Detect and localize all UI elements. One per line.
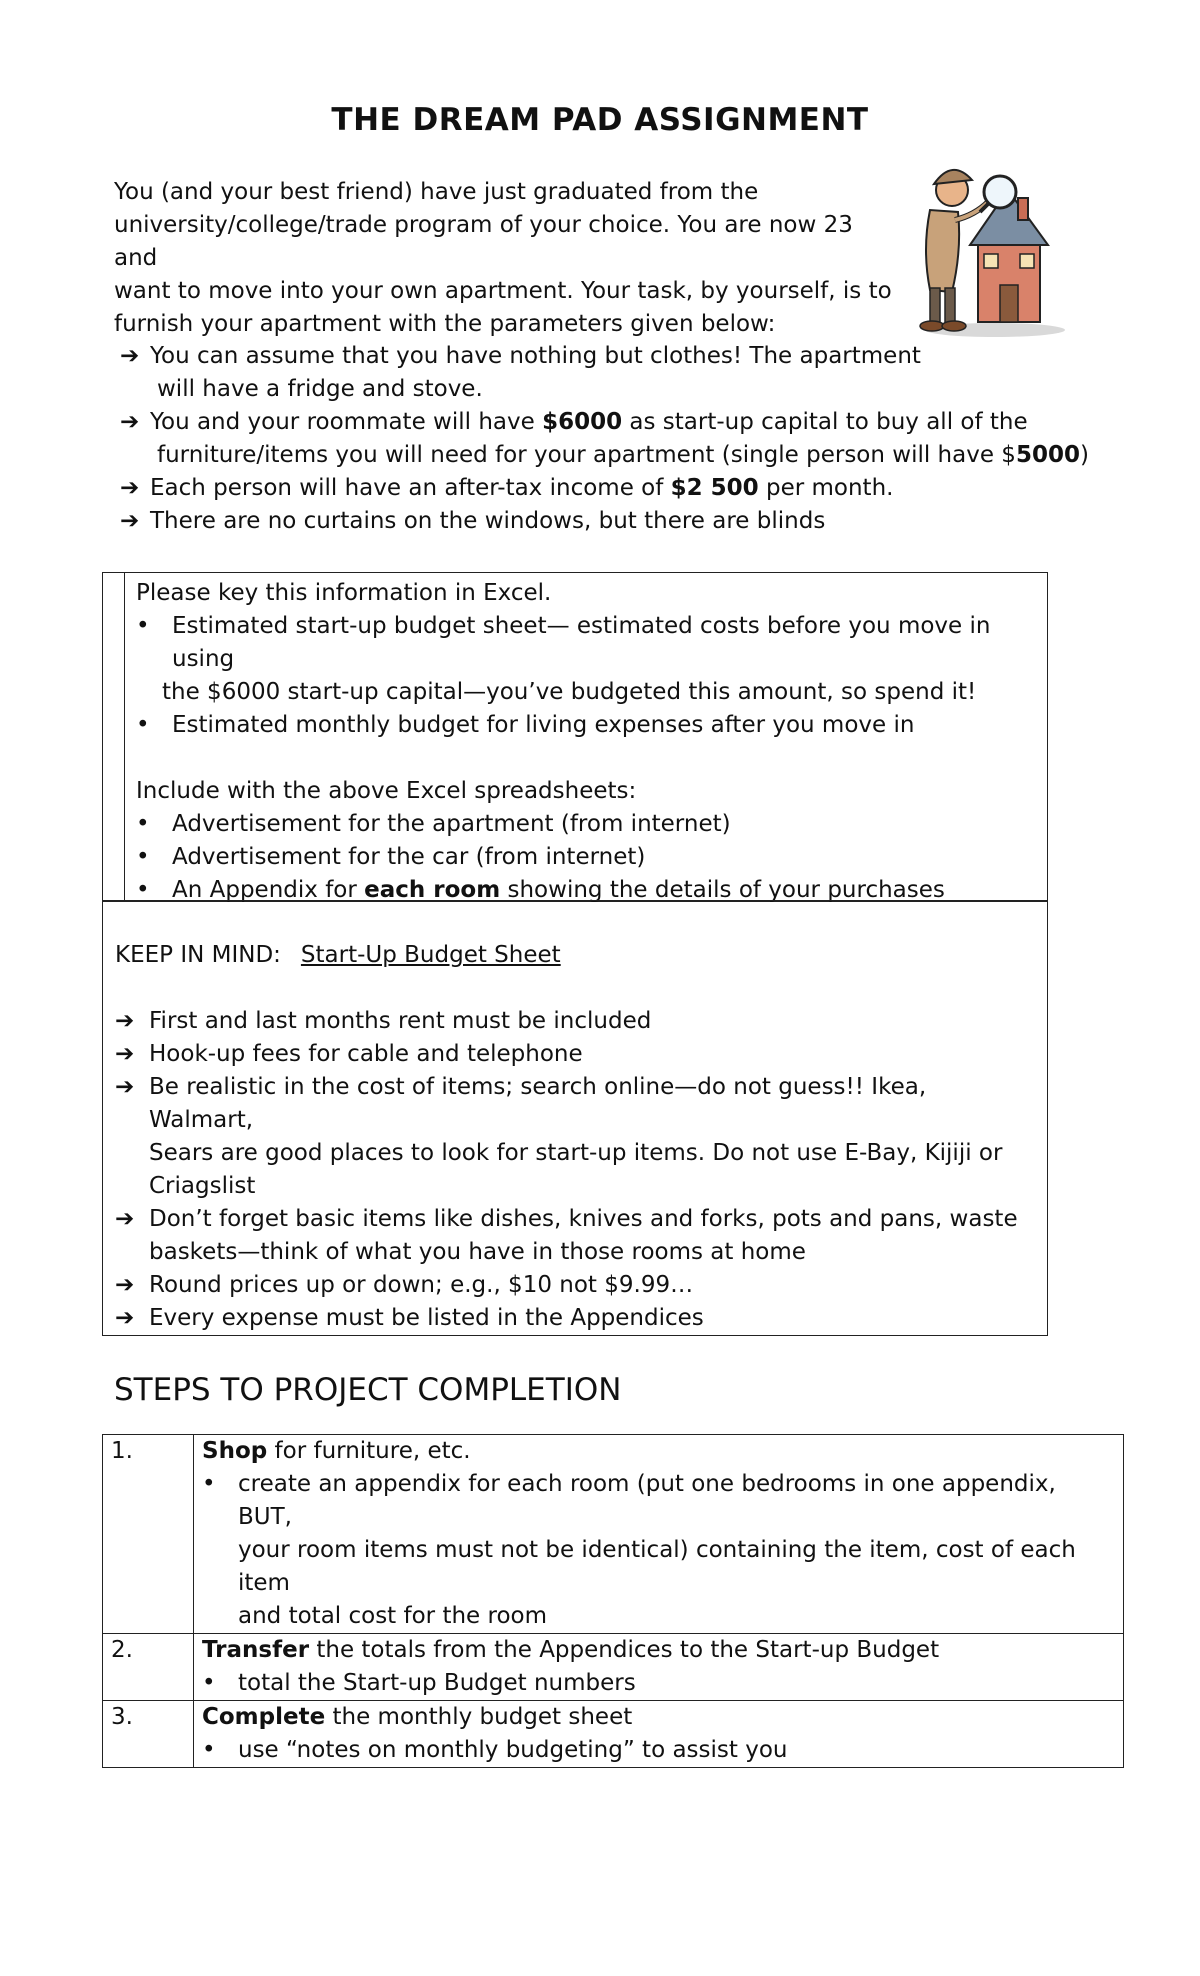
keep-in-mind-box bbox=[102, 900, 1048, 1336]
item-text: use “notes on monthly budgeting” to assist you bbox=[238, 1737, 788, 1763]
bullet-icon: • bbox=[202, 1737, 216, 1763]
step-verb: Complete bbox=[202, 1704, 326, 1730]
step-text: for furniture, etc. bbox=[267, 1438, 471, 1464]
bullet-icon: • bbox=[136, 877, 150, 903]
page-title: THE DREAM PAD ASSIGNMENT bbox=[331, 102, 869, 138]
step-content bbox=[194, 1435, 1124, 1634]
item-text: and total cost for the room bbox=[238, 1603, 548, 1629]
detective-inspecting-house-icon bbox=[900, 150, 1070, 340]
table-row bbox=[103, 1701, 1124, 1768]
list-item bbox=[115, 1203, 1035, 1269]
parameter-text: There are no curtains on the windows, but there are blinds bbox=[150, 508, 826, 534]
item-text: Sears are good places to look for start-up items. Do not use E-Bay, Kijiji or bbox=[149, 1140, 1003, 1166]
list-item bbox=[202, 1734, 1115, 1767]
step-verb: Transfer bbox=[202, 1637, 310, 1663]
parameter-text: as start-up capital to buy all of the bbox=[622, 409, 1028, 435]
parameter-text: Each person will have an after-tax income of bbox=[150, 475, 671, 501]
parameters-list bbox=[120, 340, 1100, 538]
item-text: Round prices up or down; e.g., $10 not $9.99… bbox=[149, 1272, 694, 1298]
list-item bbox=[115, 1269, 1035, 1302]
excel-instructions-box bbox=[102, 572, 1048, 902]
item-text: Estimated monthly budget for living expenses after you move in bbox=[172, 712, 915, 738]
table-row bbox=[103, 1634, 1124, 1701]
keep-in-mind-heading bbox=[115, 939, 1035, 972]
list-item bbox=[136, 841, 1036, 874]
arrow-icon: ➔ bbox=[120, 343, 140, 369]
arrow-icon: ➔ bbox=[120, 508, 140, 534]
arrow-icon: ➔ bbox=[115, 1206, 135, 1232]
list-item bbox=[115, 1302, 1035, 1335]
item-text: the $6000 start-up capital—you’ve budgeted this amount, so spend it! bbox=[162, 679, 977, 705]
list-item bbox=[115, 1038, 1035, 1071]
excel-items-list bbox=[136, 610, 1036, 742]
bullet-icon: • bbox=[202, 1471, 216, 1497]
arrow-icon: ➔ bbox=[115, 1008, 135, 1034]
income-amount: $2 500 bbox=[670, 475, 759, 501]
arrow-icon: ➔ bbox=[120, 409, 140, 435]
item-text: First and last months rent must be included bbox=[149, 1008, 652, 1034]
parameter-text: per month. bbox=[758, 475, 894, 501]
list-item bbox=[136, 610, 1036, 709]
item-emphasis: each room bbox=[364, 877, 501, 903]
item-text: Don’t forget basic items like dishes, knives and forks, pots and pans, waste bbox=[149, 1206, 1018, 1232]
list-item bbox=[120, 406, 1100, 472]
intro-line: university/college/trade program of your choice. You are now 23 and bbox=[114, 212, 853, 271]
arrow-icon: ➔ bbox=[115, 1305, 135, 1331]
steps-heading: STEPS TO PROJECT COMPLETION bbox=[114, 1372, 622, 1408]
arrow-icon: ➔ bbox=[120, 475, 140, 501]
list-item bbox=[202, 1667, 1115, 1700]
keep-in-mind-list bbox=[115, 1005, 1035, 1335]
bullet-icon: • bbox=[136, 613, 150, 639]
include-heading: Include with the above Excel spreadsheets: bbox=[136, 778, 637, 804]
excel-heading: Please key this information in Excel. bbox=[136, 580, 552, 606]
item-text: total the Start-up Budget numbers bbox=[238, 1670, 636, 1696]
item-text: your room items must not be identical) containing the item, cost of each item bbox=[238, 1537, 1076, 1596]
item-text: An Appendix for bbox=[172, 877, 365, 903]
steps-table bbox=[102, 1434, 1124, 1768]
step-content bbox=[194, 1701, 1124, 1768]
list-item bbox=[202, 1468, 1115, 1633]
arrow-icon: ➔ bbox=[115, 1272, 135, 1298]
list-item bbox=[136, 709, 1036, 742]
parameter-text: ) bbox=[1079, 442, 1089, 468]
bullet-icon: • bbox=[136, 844, 150, 870]
table-row bbox=[103, 1435, 1124, 1634]
item-text: showing the details of your purchases bbox=[500, 877, 945, 903]
item-text: Estimated start-up budget sheet— estimated costs before you move in using bbox=[172, 613, 991, 672]
item-text: Every expense must be listed in the Appendices bbox=[149, 1305, 704, 1331]
intro-line: furnish your apartment with the parameters given below: bbox=[114, 311, 776, 337]
list-item bbox=[136, 808, 1036, 841]
list-item bbox=[115, 1071, 1035, 1203]
parameter-text: will have a fridge and stove. bbox=[157, 376, 483, 402]
step-text: the totals from the Appendices to the Start-up Budget bbox=[309, 1637, 940, 1663]
list-item bbox=[120, 340, 1100, 406]
item-text: Hook-up fees for cable and telephone bbox=[149, 1041, 583, 1067]
intro-paragraph bbox=[114, 176, 894, 341]
item-text: Be realistic in the cost of items; search online—do not guess!! Ikea, Walmart, bbox=[149, 1074, 927, 1133]
item-text: baskets—think of what you have in those rooms at home bbox=[149, 1239, 806, 1265]
step-number: 1. bbox=[103, 1435, 194, 1634]
intro-line: You (and your best friend) have just graduated from the bbox=[114, 179, 759, 205]
list-item bbox=[120, 472, 1100, 505]
bullet-icon: • bbox=[202, 1670, 216, 1696]
parameter-text: You can assume that you have nothing but clothes! The apartment bbox=[150, 343, 921, 369]
list-item bbox=[115, 1005, 1035, 1038]
item-text: Advertisement for the apartment (from internet) bbox=[172, 811, 731, 837]
start-up-budget-sheet-link[interactable]: Start-Up Budget Sheet bbox=[300, 942, 561, 968]
single-capital-amount: 5000 bbox=[1015, 442, 1080, 468]
include-items-list bbox=[136, 808, 1036, 907]
step-content bbox=[194, 1634, 1124, 1701]
step-verb: Shop bbox=[202, 1438, 268, 1464]
parameter-text: You and your roommate will have bbox=[150, 409, 543, 435]
bullet-icon: • bbox=[136, 712, 150, 738]
bullet-icon: • bbox=[136, 811, 150, 837]
box-divider bbox=[124, 573, 125, 901]
arrow-icon: ➔ bbox=[115, 1041, 135, 1067]
capital-amount: $6000 bbox=[542, 409, 623, 435]
arrow-icon: ➔ bbox=[115, 1074, 135, 1100]
list-item bbox=[120, 505, 1100, 538]
step-text: the monthly budget sheet bbox=[325, 1704, 633, 1730]
step-number: 2. bbox=[103, 1634, 194, 1701]
item-text: create an appendix for each room (put one bedrooms in one appendix, BUT, bbox=[238, 1471, 1056, 1530]
item-text: Criagslist bbox=[149, 1173, 256, 1199]
step-number: 3. bbox=[103, 1701, 194, 1768]
parameter-text: furniture/items you will need for your apartment (single person will have $ bbox=[157, 442, 1016, 468]
parameter-continuation bbox=[150, 439, 1100, 472]
item-text: Advertisement for the car (from internet) bbox=[172, 844, 646, 870]
keep-in-mind-label: KEEP IN MIND: bbox=[115, 942, 281, 968]
intro-line: want to move into your own apartment. Your task, by yourself, is to bbox=[114, 278, 892, 304]
